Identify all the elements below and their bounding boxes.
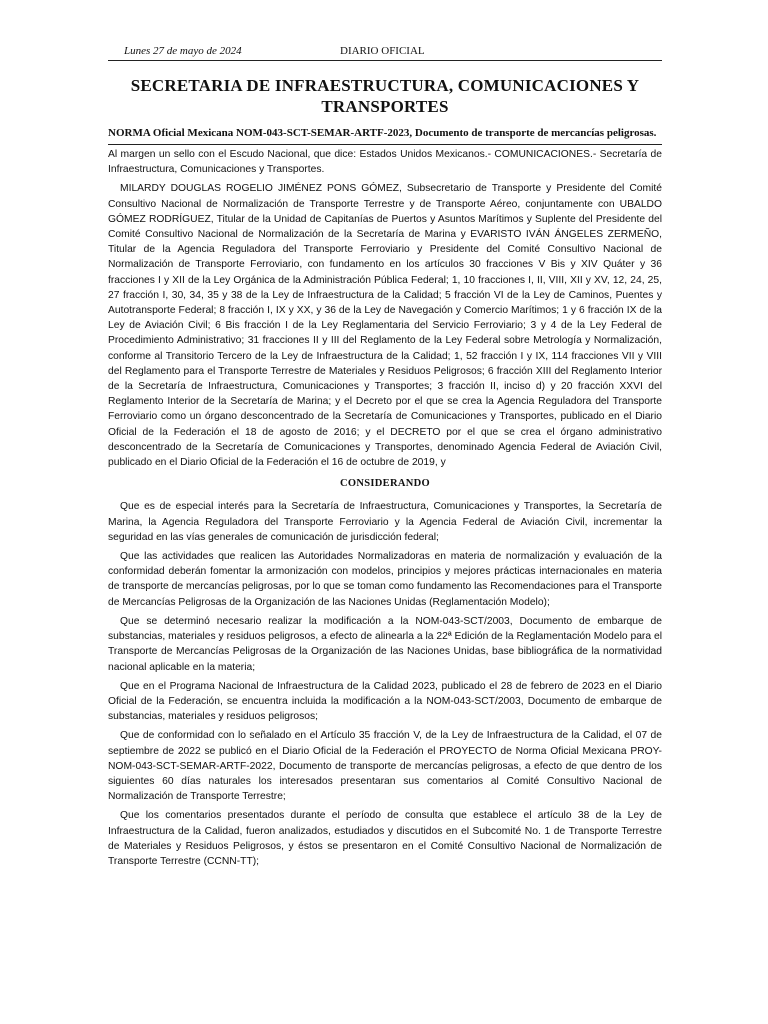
considerando-paragraph: Que los comentarios presentados durante el período de consulta que establece el artículo 38 de la Ley de Infraestructura de la Calidad, fueron analizados, estudiados y discutidos en el Subcomité No. 1 de Transporte Terrestre de Materiales y Residuos Peligrosos, y éstos se presentaron en el Comité Consultivo Nacional de Normalización de Transporte Terrestre (CCNN-TT); (108, 810, 662, 867)
considerando-heading: CONSIDERANDO (340, 478, 430, 490)
considerando-paragraph: Que es de especial interés para la Secretaría de Infraestructura, Comunicaciones y Transportes, la Secretaría de Marina, la Agencia Reguladora del Transporte Ferroviario y la Agencia Federal de Aviación Civil, incrementar la seguridad en las vías generales de comunicación de jurisdicción federal; (108, 501, 662, 543)
running-head (108, 40, 662, 61)
agency-heading: SECRETARIA DE INFRAESTRUCTURA, COMUNICACIONES Y TRANSPORTES (130, 76, 640, 116)
norma-title: NORMA Oficial Mexicana NOM-043-SCT-SEMAR-ARTF-2023, Documento de transporte de mercancías peligrosas. (108, 127, 662, 145)
issue-date: Lunes 27 de mayo de 2024 (124, 45, 242, 57)
journal-name: DIARIO OFICIAL (340, 45, 425, 57)
considerando-paragraph: Que las actividades que realicen las Autoridades Normalizadoras en materia de normalización y evaluación de la conformidad deberán fomentar la armonización con modelos, principios y mejores prácticas internacionales en materia de transporte de mercancías peligrosas, por lo que se toman como fundamento las Recomendaciones para el Transporte de Mercancías Peligrosas de la Organización de las Naciones Unidas (Reglamentación Modelo); (108, 551, 662, 608)
seal-paragraph: Al margen un sello con el Escudo Nacional, que dice: Estados Unidos Mexicanos.- COMUNICACIONES.- Secretaría de Infraestructura, Comunicaciones y Transportes. (108, 149, 662, 176)
considerando-paragraph: Que se determinó necesario realizar la modificación a la NOM-043-SCT/2003, Documento de embarque de substancias, materiales y residuos peligrosos, a efecto de alinearla a la 22ª Edición de la Reglamentación Modelo para el Transporte de Mercancías Peligrosas de la Organización de las Naciones Unidas, base bibliográfica de la normatividad nacional aplicable en la materia; (108, 615, 662, 673)
preamble-paragraph: MILARDY DOUGLAS ROGELIO JIMÉNEZ PONS GÓMEZ, Subsecretario de Transporte y Presidente del Comité Consultivo Nacional de Normalización de Transporte Terrestre y de Transporte Aéreo, conjuntamente con UBALDO GÓMEZ RODRÍGUEZ, Titular de la Unidad de Capitanías de Puertos y Asuntos Marítimos y Suplente del Presidente del Comité Consultivo Nacional de Normalización de la Secretaría de Marina y EVARISTO IVÁN ÁNGELES ZERMEÑO, Titular de la Agencia Reguladora del Transporte Ferroviario y Presidente del Comité Consultivo Nacional de Normalización de Transporte Ferroviario, con fundamento en los artículos 30 fracciones V Bis y XIV Quáter y 36 fracciones I y XII de la Ley Orgánica de la Administración Pública Federal; 1, 10 fracciones I, II, VIII, XII y XV, 12, 24, 25, 27 fracción I, 30, 34, 35 y 38 de la Ley de Infraestructura de la Calidad; 5 fracción VI de la Ley de Caminos, Puentes y Autotransporte Federal; 8 fracción I, IX y XX, y 36 de la Ley de Navegación y Comercio Marítimos; 1 y 6 fracción IX de la Ley de Aviación Civil; 6 Bis fracción I de la Ley Reglamentaria del Servicio Ferroviario; 3 y 4 de la Ley Federal de Procedimiento Administrativo; 31 fracciones II y III del Reglamento de la Ley Federal sobre Metrología y Normalización, conforme al Transitorio Tercero de la Ley de Infraestructura de la Calidad; 1, 52 fracción I y IX, 114 fracciones VII y VIII del Reglamento para el Transporte Terrestre de Materiales y Residuos Peligrosos; 6 fracción XIII del Reglamento Interior de la Secretaría de Infraestructura, Comunicaciones y Transportes; 3 fracción II, inciso d) y 20 fracción XXVI del Reglamento Interior de la Secretaría de Marina; y el Decreto por el que se crea la Agencia Reguladora del Transporte Ferroviario como un órgano desconcentrado de la Secretaría de Comunicaciones y Transportes, publicado en el Diario Oficial de la Federación el 18 de agosto de 2016; y el DECRETO por el que se crea el órgano administrativo desconcentrado de la Secretaría de Comunicaciones y Transportes, denominado Agencia Federal de Aviación Civil, publicado en el Diario Oficial de la Federación el 16 de octubre de 2019, y (108, 183, 662, 469)
document-body (108, 147, 662, 869)
considerando-paragraph: Que en el Programa Nacional de Infraestructura de la Calidad 2023, publicado el 28 de febrero de 2023 en el Diario Oficial de la Federación, se encuentra incluida la modificación a la NOM-043-SCT/2003, Documento de embarque de substancias, materiales y residuos peligrosos; (108, 680, 662, 723)
considerando-paragraph: Que de conformidad con lo señalado en el Artículo 35 fracción V, de la Ley de Infraestructura de la Calidad, el 07 de septiembre de 2022 se publicó en el Diario Oficial de la Federación el PROYECTO de Norma Oficial Mexicana PROY-NOM-043-SCT-SEMAR-ARTF-2022, Documento de transporte de mercancías peligrosas, a efecto de que dentro de los siguientes 60 días naturales los interesados presentaran sus comentarios al Comité Consultivo Nacional de Normalización de Transporte Terrestre; (108, 730, 662, 803)
document-page (108, 40, 662, 873)
